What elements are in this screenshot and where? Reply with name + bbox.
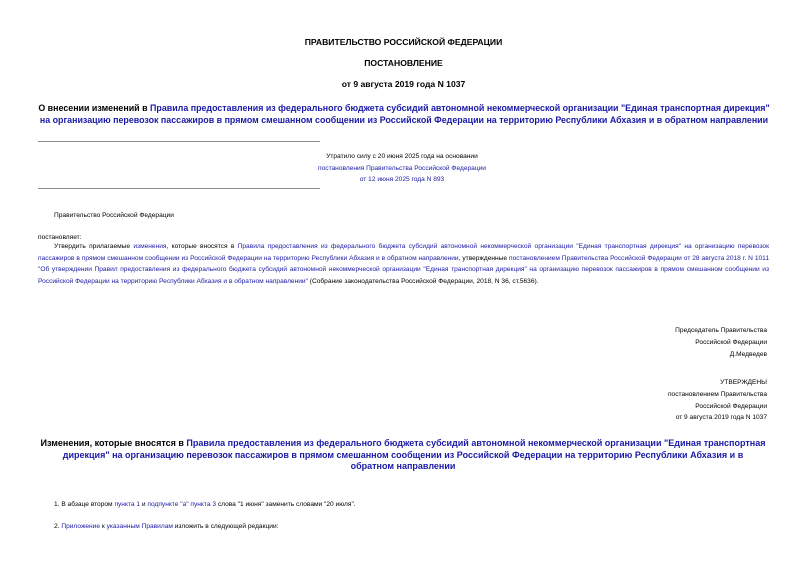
signature-country: Российской Федерации [695, 338, 767, 346]
document-title [32, 103, 776, 126]
rules-link[interactable]: Правила предоставления из федерального бюджета субсидий автономной некоммерческой организации "Единая транспортная дирекция" на организацию перевозок пассажиров в прямом смешанном сообщении из Российской Федерации на территорию Республики Абхазия и в обратном направлении [38, 243, 769, 262]
decree-paragraph [38, 241, 769, 287]
government-label: Правительство Российской Федерации [54, 212, 174, 219]
change-item-2 [54, 522, 278, 532]
changes-title [40, 438, 766, 473]
title-prefix: О внесении изменений в [38, 103, 151, 113]
signature-position: Председатель Правительства [675, 327, 767, 334]
changes-title-prefix: Изменения, которые вносятся в [40, 438, 187, 448]
paragraph-text: Утвердить прилагаемые [54, 243, 134, 250]
approved-date: от 9 августа 2019 года N 1037 [675, 414, 767, 422]
approved-by: постановлением Правительства [667, 390, 767, 398]
signature-name: Д.Медведев [729, 350, 767, 358]
paragraph-text: (Собрание законодательства Российской Федерации, 2018, N 36, ст.5636). [307, 277, 539, 285]
divider-top [38, 141, 320, 142]
item-text: изложить в следующей редакции: [172, 523, 279, 530]
changes-link[interactable]: изменения [133, 243, 167, 250]
paragraph-text: , которые вносятся в [166, 243, 238, 250]
document-type: ПОСТАНОВЛЕНИЕ [364, 58, 443, 68]
item2-rules-link[interactable]: указанным Правилам [106, 523, 173, 530]
changes-title-rules-link[interactable]: Правила предоставления из федерального бюджета субсидий автономной некоммерческой организации "Единая транспортная дирекция" на организацию перевозок пассажиров в прямом смешанном сообщении из Российской Федерации на территорию Республики Абхазия и в обратном направлении [62, 438, 766, 472]
approved-heading: УТВЕРЖДЕНЫ [720, 379, 767, 386]
item-text: и [140, 501, 148, 508]
decree-1011-link[interactable]: постановлением Правительства Российской Федерации от 28 августа 2018 г. N 1011 "Об утверждении Правил предоставления из федерального бюджета субсидий автономной некоммерческой организации "Единая транспортная дирекция" на организацию перевозок пассажиров в прямом смешанном сообщении из Российской Федерации на территорию Республики Абхазия и в обратном направлении" [38, 254, 769, 285]
repeal-notice-text: Утратило силу с 20 июня 2025 года на основании [326, 153, 478, 160]
item-text: к [100, 523, 107, 530]
government-heading: ПРАВИТЕЛЬСТВО РОССИЙСКОЙ ФЕДЕРАЦИИ [304, 37, 503, 47]
item1-point1-link[interactable]: пункта 1 [114, 501, 141, 508]
change-item-1 [54, 500, 356, 510]
paragraph-text: , утвержденные [458, 254, 510, 262]
item-text: 2. [54, 523, 62, 530]
decrees-label: постановляет: [38, 234, 82, 241]
signature-block [675, 325, 767, 360]
title-rules-link[interactable]: Правила предоставления из федерального бюджета субсидий автономной некоммерческой организации "Единая транспортная дирекция" на организацию перевозок пассажиров в прямом смешанном сообщении из Российской Федерации на территорию Республики Абхазия и в обратном направлении [39, 103, 770, 125]
divider-bottom [38, 188, 320, 189]
repeal-decree-link[interactable]: постановления Правительства Российской Федерации [318, 164, 486, 172]
item1-subpoint-link[interactable]: подпункте "а" пункта 3 [147, 501, 217, 508]
approved-country: Российской Федерации [695, 402, 767, 410]
item-text: слова "1 июня" заменить словами "20 июля". [216, 501, 356, 508]
repeal-notice [292, 151, 512, 186]
item2-appendix-link[interactable]: Приложение [61, 523, 101, 530]
repeal-decree-date-link[interactable]: от 12 июня 2025 года N 893 [359, 176, 445, 183]
document-date-number: от 9 августа 2019 года N 1037 [341, 79, 466, 89]
approved-block [668, 377, 767, 424]
item-text: 1. В абзаце втором [54, 501, 115, 508]
